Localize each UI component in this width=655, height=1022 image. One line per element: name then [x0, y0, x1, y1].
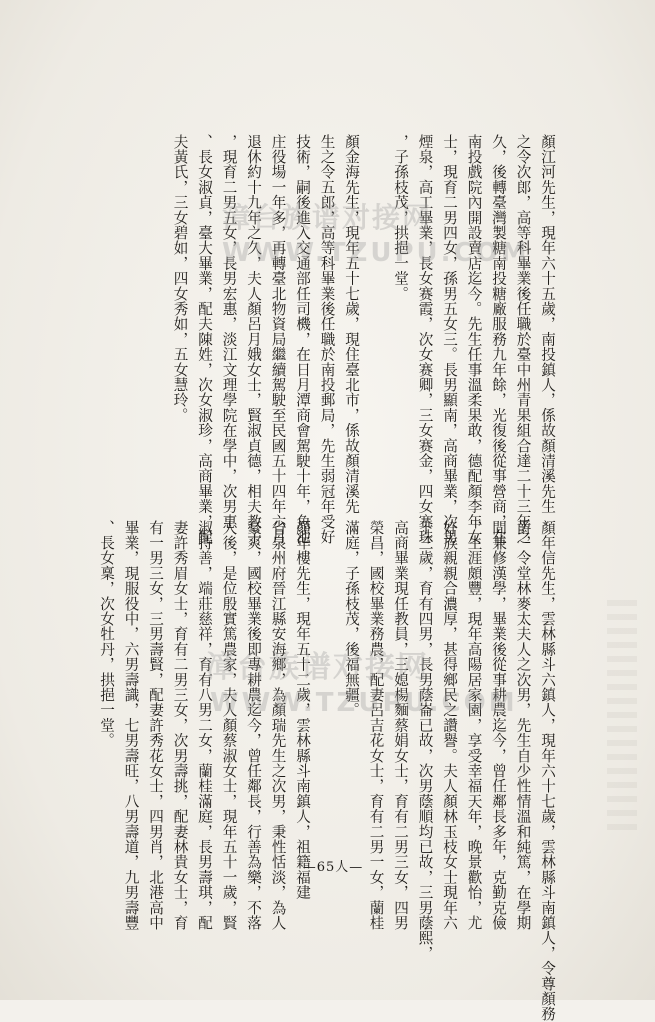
text-line: 煙泉，高工畢業，長女赛霞，次女赛卿，三女赛金，四女赛珠	[416, 134, 434, 545]
watermark-text: 漳台族谱对接网	[222, 201, 433, 234]
text-line: 顏金海先生，現年五十七歲，現住臺北市，係故顏清溪先	[343, 134, 360, 514]
text-line: 士，現育二男四女，孫男五女三。長男顯南，高商畢業，次男	[441, 134, 458, 545]
text-line: ，子孫枝茂，拱挹一堂。	[392, 134, 409, 302]
text-line: 久，後轉臺灣製糖南投糖廠服務九年餘，光復後從事營商，在	[490, 134, 507, 545]
text-line: ，生涯頗豐，現年高陽居家園，享受幸福天年，晚景歡怡，尤	[465, 520, 483, 931]
page-number: —65人—	[302, 860, 364, 875]
text-line: 榮昌，國校畢業務農，配妻呂吉花女士，育有二男一女，蘭桂	[367, 520, 385, 931]
top-biography-block	[167, 134, 559, 545]
text-line: ，現育二男五女，長男宏惠，淡江文理學院在學中，次男惠	[220, 134, 238, 530]
text-line: 生之令五郎，高等科畢業後任職於南投郵局，先生弱冠年受好	[318, 134, 336, 545]
text-line: 、長女稟，次女牡丹，拱挹一堂。	[98, 520, 115, 748]
text-line: 滿庭，子孫枝茂，後福無疆。	[343, 520, 360, 718]
text-line: 十三歲，育有四男，長男蔭崙已故，次男蔭順均已故，三男蔭熙，	[416, 520, 434, 961]
text-line: 省泉州府晉江縣安海鄉，為顏瑞先生之次男，秉性恬淡，為人	[269, 520, 287, 931]
text-line: 人後，是位殷實篤農家，夫人顏蔡淑女士，現年五十一歲，賢	[220, 520, 238, 931]
watermark-text: 漳台族谱对接网	[205, 650, 429, 685]
text-line: 退休約十九年之久，夫人顏呂月娥女士，賢淑貞德，相夫教子	[245, 134, 262, 545]
watermark-url: WWW.TZUPU.COM	[222, 238, 530, 268]
text-line: 夫黃氏，三女碧如，四女秀如，五女慧玲。	[171, 134, 189, 423]
text-line: 好族親親合濃厚，甚得鄉民之讚譽。夫人顏林玉枝女士現年六	[441, 520, 458, 931]
text-line: 妻許秀眉女士，育有二男三女，次男壽挑，配妻林貴女士，育	[171, 520, 189, 931]
text-line: 顏年樓先生，現年五十二歲，雲林縣斗南鎮人，祖籍福建	[294, 520, 311, 900]
watermark-url: WWW.TZUPU.COM	[210, 688, 518, 718]
text-line: 淑持善，端莊慈祥，育有八男二女，蘭桂滿庭，長男壽琪，配	[196, 520, 213, 931]
text-line: 豪爽，國校畢業後即專耕農迄今，曾任鄰長，行善為樂，不落	[245, 520, 262, 931]
text-line: 顏江河先生，現年六十五歲，南投鎮人，係故顏清溪先生	[539, 134, 556, 514]
text-line: 顏年信先生，雲林縣斗六鎮人，現年六十七歲，雲林縣斗南鎮人，令尊顏務	[539, 520, 556, 1022]
text-line: 有一男三女，三男壽賢，配妻許秀花女士，四男肖，北港高中	[147, 520, 164, 931]
text-line	[314, 520, 339, 840]
text-line: 高商畢業現任教員，三媳楊麵蔡娟女士，育有二男三女，四男	[392, 520, 409, 931]
text-line: 爵，令堂林麥太夫人之次男，先生自少性情溫和純篤，在學期	[514, 520, 532, 931]
text-line: 、長女淑貞，臺大畢業，配夫陳姓，次女淑珍，高商畢業，配	[196, 134, 213, 545]
bleed-through-texture	[607, 600, 637, 830]
text-line	[363, 134, 388, 434]
text-line: 南投戲院內開設賣店迄今。先生任事溫柔果敢，德配顏李年女	[465, 134, 483, 545]
text-line: 之令次郎，高等科畢業後任職於臺中州青果組合達二十三年之	[514, 134, 532, 545]
text-line: 庄役場一年多，再轉臺北物資局繼續駕駛至民國五十四年六月	[269, 134, 287, 545]
text-line: 畢業，現服役中，六男壽識，七男壽旺，八男壽道，九男壽豐	[122, 520, 140, 931]
text-line: 技術，嗣後進入交通部任司機，在日月潭商會駕駛十年，魚池	[294, 134, 311, 545]
text-line: 間兼修漢學，畢業後從事耕農迄今，曾任鄰長多年，克勤克儉	[490, 520, 507, 931]
